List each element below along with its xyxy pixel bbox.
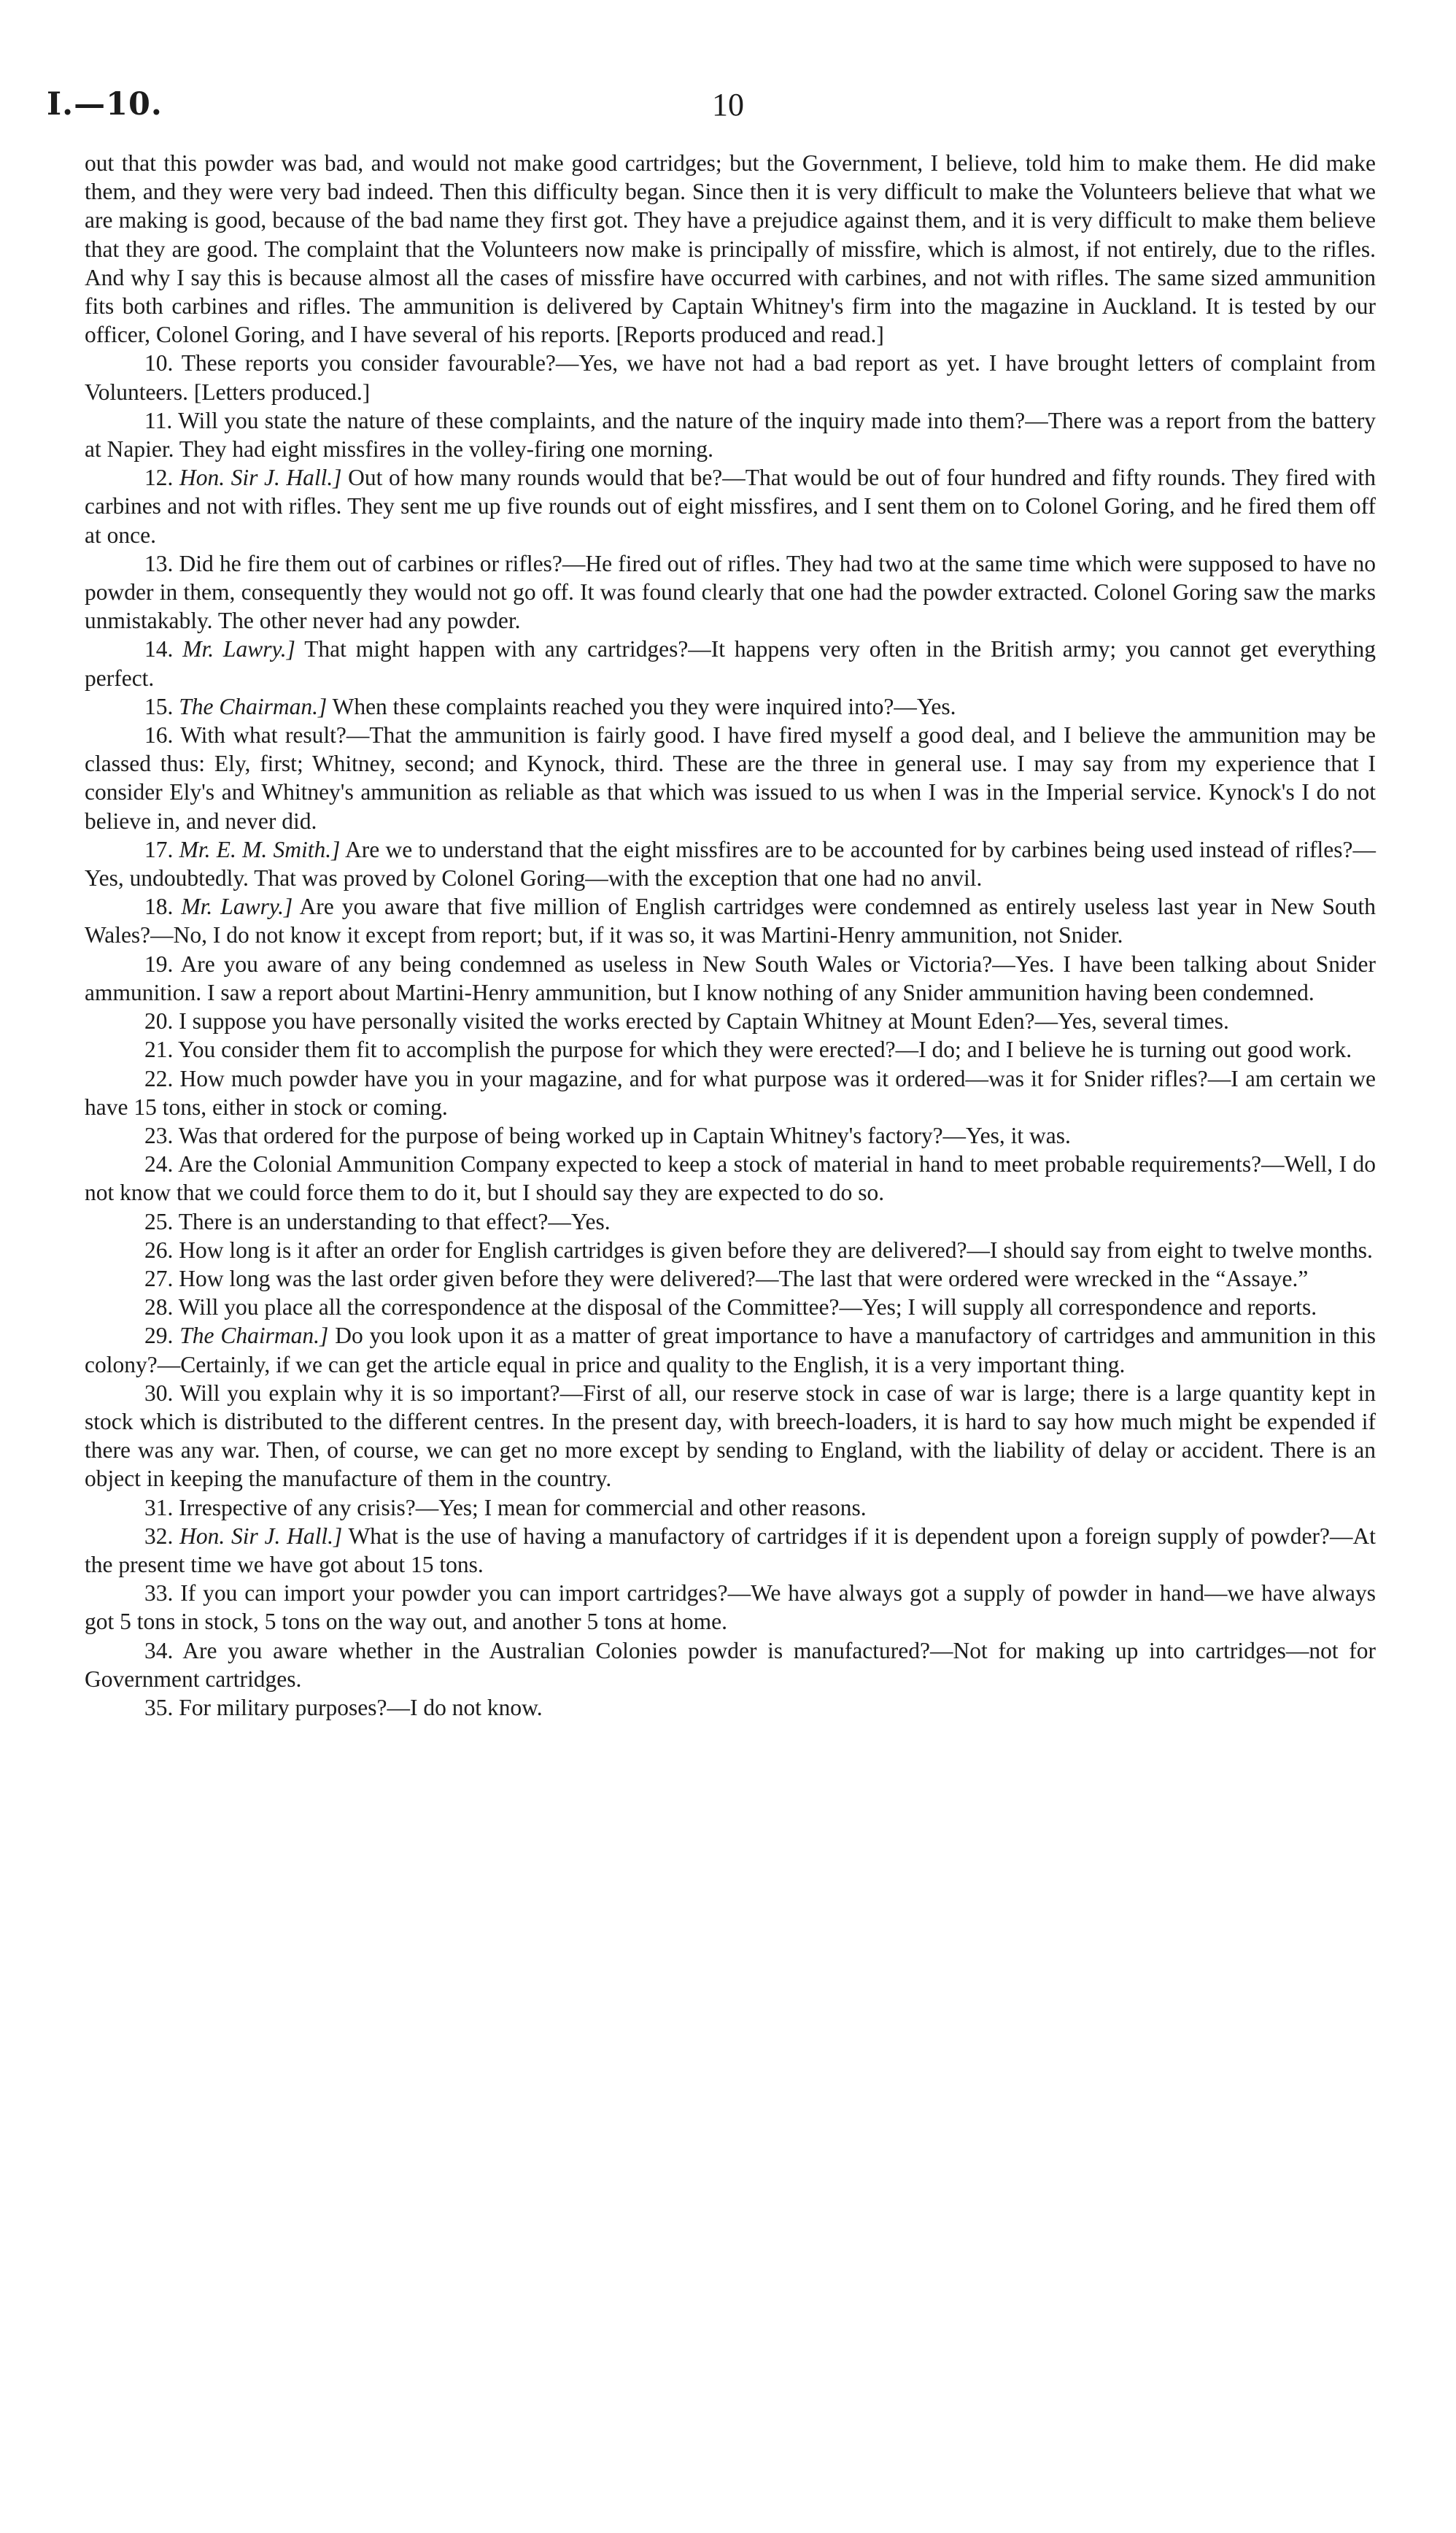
- paragraph-text: When these complaints reached you they were inquired into?—Yes.: [332, 693, 956, 719]
- paragraph-text: That might happen with any cartridges?—It happens very often in the British army; you cannot get everything perfect.: [85, 636, 1376, 691]
- question-paragraph: [85, 892, 1376, 949]
- question-paragraph: [85, 692, 1376, 721]
- paragraph-text: Irrespective of any crisis?—Yes; I mean for commercial and other reasons.: [179, 1494, 867, 1520]
- paragraph-text: Will you place all the correspondence at the disposal of the Committee?—Yes; I will supply all correspondence and reports.: [178, 1294, 1317, 1320]
- question-number: 35.: [144, 1694, 174, 1720]
- question-paragraph: [85, 1007, 1376, 1035]
- paragraph-text: How long is it after an order for English cartridges is given before they are delivered?—I should say from eight to twelve months.: [179, 1237, 1373, 1263]
- paragraph-text: Are the Colonial Ammunition Company expected to keep a stock of material in hand to meet probable requirements?—Well, I do not know that we could force them to do it, but I should say they are expected to do so.: [85, 1151, 1376, 1206]
- speaker-name: The Chairman.]: [179, 1323, 329, 1349]
- question-number: 10.: [144, 350, 174, 376]
- paragraph-text: out that this powder was bad, and would not make good cartridges; but the Government, I believe, told him to make them. He did make them, and they were very bad indeed. Then this difficulty began. Since then it is very difficult to make the Volunteers believe that what we are making is good, because of the bad name they first got. They have a prejudice against them, and it is very difficult to make them believe that they are good. The complaint that the Volunteers now make is principally of missfire, which is almost, if not entirely, due to the rifles. And why I say this is because almost all the cases of missfire have occurred with carbines, and not with rifles. The same sized ammunition fits both carbines and rifles. The ammunition is delivered by Captain Whitney's firm into the magazine in Auckland. It is tested by our officer, Colonel Goring, and I have several of his reports. [Reports produced and read.]: [85, 150, 1376, 348]
- question-number: 32.: [144, 1523, 174, 1549]
- paragraph-text: If you can import your powder you can import cartridges?—We have always got a supply of powder in hand—we have always got 5 tons in stock, 5 tons on the way out, and another 5 tons at home.: [85, 1580, 1376, 1635]
- speaker-name: Mr. E. M. Smith.]: [179, 836, 341, 862]
- question-paragraph: [85, 1035, 1376, 1064]
- question-number: 15.: [144, 693, 174, 719]
- question-paragraph: [85, 635, 1376, 692]
- question-number: 23.: [144, 1122, 174, 1148]
- question-number: 24.: [144, 1151, 174, 1177]
- paragraph-text: Did he fire them out of carbines or rifles?—He fired out of rifles. They had two at the same time which were supposed to have no powder in them, consequently they would not go off. It was found clearly that one had the powder extracted. Colonel Goring saw the marks unmistakably. The other never had any powder.: [85, 550, 1376, 634]
- paragraph-text: You consider them fit to accomplish the purpose for which they were erected?—I do; and I believe he is turning out good work.: [178, 1037, 1352, 1063]
- page-number: 10: [712, 87, 744, 123]
- question-number: 31.: [144, 1494, 174, 1520]
- paragraph-text: I suppose you have personally visited the works erected by Captain Whitney at Mount Eden?—Yes, several times.: [179, 1008, 1229, 1035]
- question-paragraph: [85, 549, 1376, 635]
- question-paragraph: [85, 1121, 1376, 1150]
- paragraph-text: For military purposes?—I do not know.: [179, 1694, 543, 1720]
- question-paragraph: [85, 1207, 1376, 1236]
- question-number: 17.: [144, 836, 174, 862]
- question-paragraph: [85, 1579, 1376, 1636]
- question-number: 34.: [144, 1637, 174, 1663]
- speaker-name: Mr. Lawry.]: [182, 636, 295, 662]
- question-paragraph: [85, 950, 1376, 1007]
- question-paragraph: [85, 1636, 1376, 1693]
- question-number: 12.: [144, 465, 174, 491]
- question-number: 30.: [144, 1380, 174, 1406]
- paragraph-text: Will you explain why it is so important?—First of all, our reserve stock in case of war is large; there is a large quantity kept in stock which is distributed to the different centres. In the present day, with breech-loaders, it is hard to say how much might be expended if there was any war. Then, of course, we can get no more except by sending to England, with the liability of delay or accident. There is an object in keeping the manufacture of them in the country.: [85, 1380, 1376, 1492]
- paragraph-text: Do you look upon it as a matter of great importance to have a manufactory of cartridges and ammunition in this colony?—Certainly, if we can get the article equal in price and quality to the English, it is a very important thing.: [85, 1323, 1376, 1377]
- question-number: 28.: [144, 1294, 174, 1320]
- speaker-name: Hon. Sir J. Hall.]: [179, 465, 342, 491]
- question-number: 16.: [144, 722, 174, 749]
- paragraph-text: Are you aware whether in the Australian Colonies powder is manufactured?—Not for making up into cartridges—not for Government cartridges.: [85, 1637, 1376, 1692]
- question-number: 11.: [144, 407, 173, 433]
- question-paragraph: [85, 1321, 1376, 1378]
- paragraph-text: Are you aware that five million of English cartridges were condemned as entirely useless last year in New South Wales?—No, I do not know it except from report; but, if it was so, it was Martini-Henry ammunition, not Snider.: [85, 894, 1376, 948]
- question-number: 26.: [144, 1237, 174, 1263]
- question-paragraph: [85, 1693, 1376, 1722]
- question-number: 25.: [144, 1208, 174, 1234]
- question-paragraph: [85, 1493, 1376, 1522]
- paragraph-text: There is an understanding to that effect?—Yes.: [178, 1208, 611, 1234]
- question-paragraph: [85, 1522, 1376, 1579]
- page-header: [47, 86, 1409, 137]
- paragraph-text: Will you state the nature of these complaints, and the nature of the inquiry made into them?—There was a report from the battery at Napier. They had eight missfires in the volley-firing one morning.: [85, 407, 1376, 463]
- paragraph-text: Was that ordered for the purpose of being worked up in Captain Whitney's factory?—Yes, it was.: [178, 1122, 1071, 1148]
- speaker-name: Hon. Sir J. Hall.]: [179, 1523, 343, 1549]
- question-paragraph: [85, 406, 1376, 463]
- paragraph-text: Are we to understand that the eight missfires are to be accounted for by carbines being used instead of rifles?—Yes, undoubtedly. That was proved by Colonel Goring—with the exception that one had no anvil.: [85, 836, 1376, 892]
- question-number: 21.: [144, 1037, 174, 1063]
- question-number: 29.: [144, 1323, 174, 1349]
- question-number: 19.: [144, 951, 174, 977]
- question-number: 33.: [144, 1580, 174, 1606]
- paragraph-text: These reports you consider favourable?—Yes, we have not had a bad report as yet. I have brought letters of complaint from Volunteers. [Letters produced.]: [85, 350, 1376, 405]
- question-number: 13.: [144, 550, 174, 576]
- question-paragraph: [85, 1264, 1376, 1293]
- question-number: 18.: [144, 894, 174, 920]
- testimony-body: [85, 149, 1376, 1722]
- question-number: 27.: [144, 1265, 174, 1291]
- paragraph-text: With what result?—That the ammunition is fairly good. I have fired myself a good deal, and I believe the ammunition may be classed thus: Ely, first; Whitney, second; and Kynock, third. These are the three in general use. I may say from my experience that I consider Ely's and Whitney's ammunition as reliable as that which was issued to us when I was in the Imperial service. Kynock's I do not believe in, and never did.: [85, 722, 1376, 834]
- speaker-name: Mr. Lawry.]: [181, 894, 293, 920]
- question-paragraph: [85, 463, 1376, 549]
- question-paragraph: [85, 721, 1376, 835]
- question-paragraph: [85, 349, 1376, 406]
- question-number: 20.: [144, 1008, 174, 1035]
- speaker-name: The Chairman.]: [179, 693, 328, 719]
- question-paragraph: [85, 1150, 1376, 1207]
- question-number: 22.: [144, 1065, 174, 1091]
- question-paragraph: [85, 1293, 1376, 1321]
- paragraph-text: How long was the last order given before they were delivered?—The last that were ordered were wrecked in the “Assaye.”: [179, 1265, 1309, 1291]
- paragraph-text: What is the use of having a manufactory of cartridges if it is dependent upon a foreign supply of powder?—At the present time we have got about 15 tons.: [85, 1523, 1376, 1577]
- paragraph-continuation: [85, 149, 1376, 349]
- question-paragraph: [85, 1379, 1376, 1493]
- question-number: 14.: [144, 636, 174, 662]
- paragraph-text: Are you aware of any being condemned as useless in New South Wales or Victoria?—Yes. I have been talking about Snider ammunition. I saw a report about Martini-Henry ammunition, but I know nothing of any Snider ammunition having been condemned.: [85, 951, 1376, 1005]
- paragraph-text: Out of how many rounds would that be?—That would be out of four hundred and fifty rounds. They fired with carbines and not with rifles. They sent me up five rounds out of eight missfires, and I sent them on to Colonel Goring, and he fired them off at once.: [85, 465, 1376, 548]
- document-reference: I.—10.: [47, 86, 163, 123]
- paragraph-text: How much powder have you in your magazine, and for what purpose was it ordered—was it for Snider rifles?—I am certain we have 15 tons, either in stock or coming.: [85, 1065, 1376, 1120]
- question-paragraph: [85, 1236, 1376, 1264]
- question-paragraph: [85, 835, 1376, 892]
- question-paragraph: [85, 1064, 1376, 1121]
